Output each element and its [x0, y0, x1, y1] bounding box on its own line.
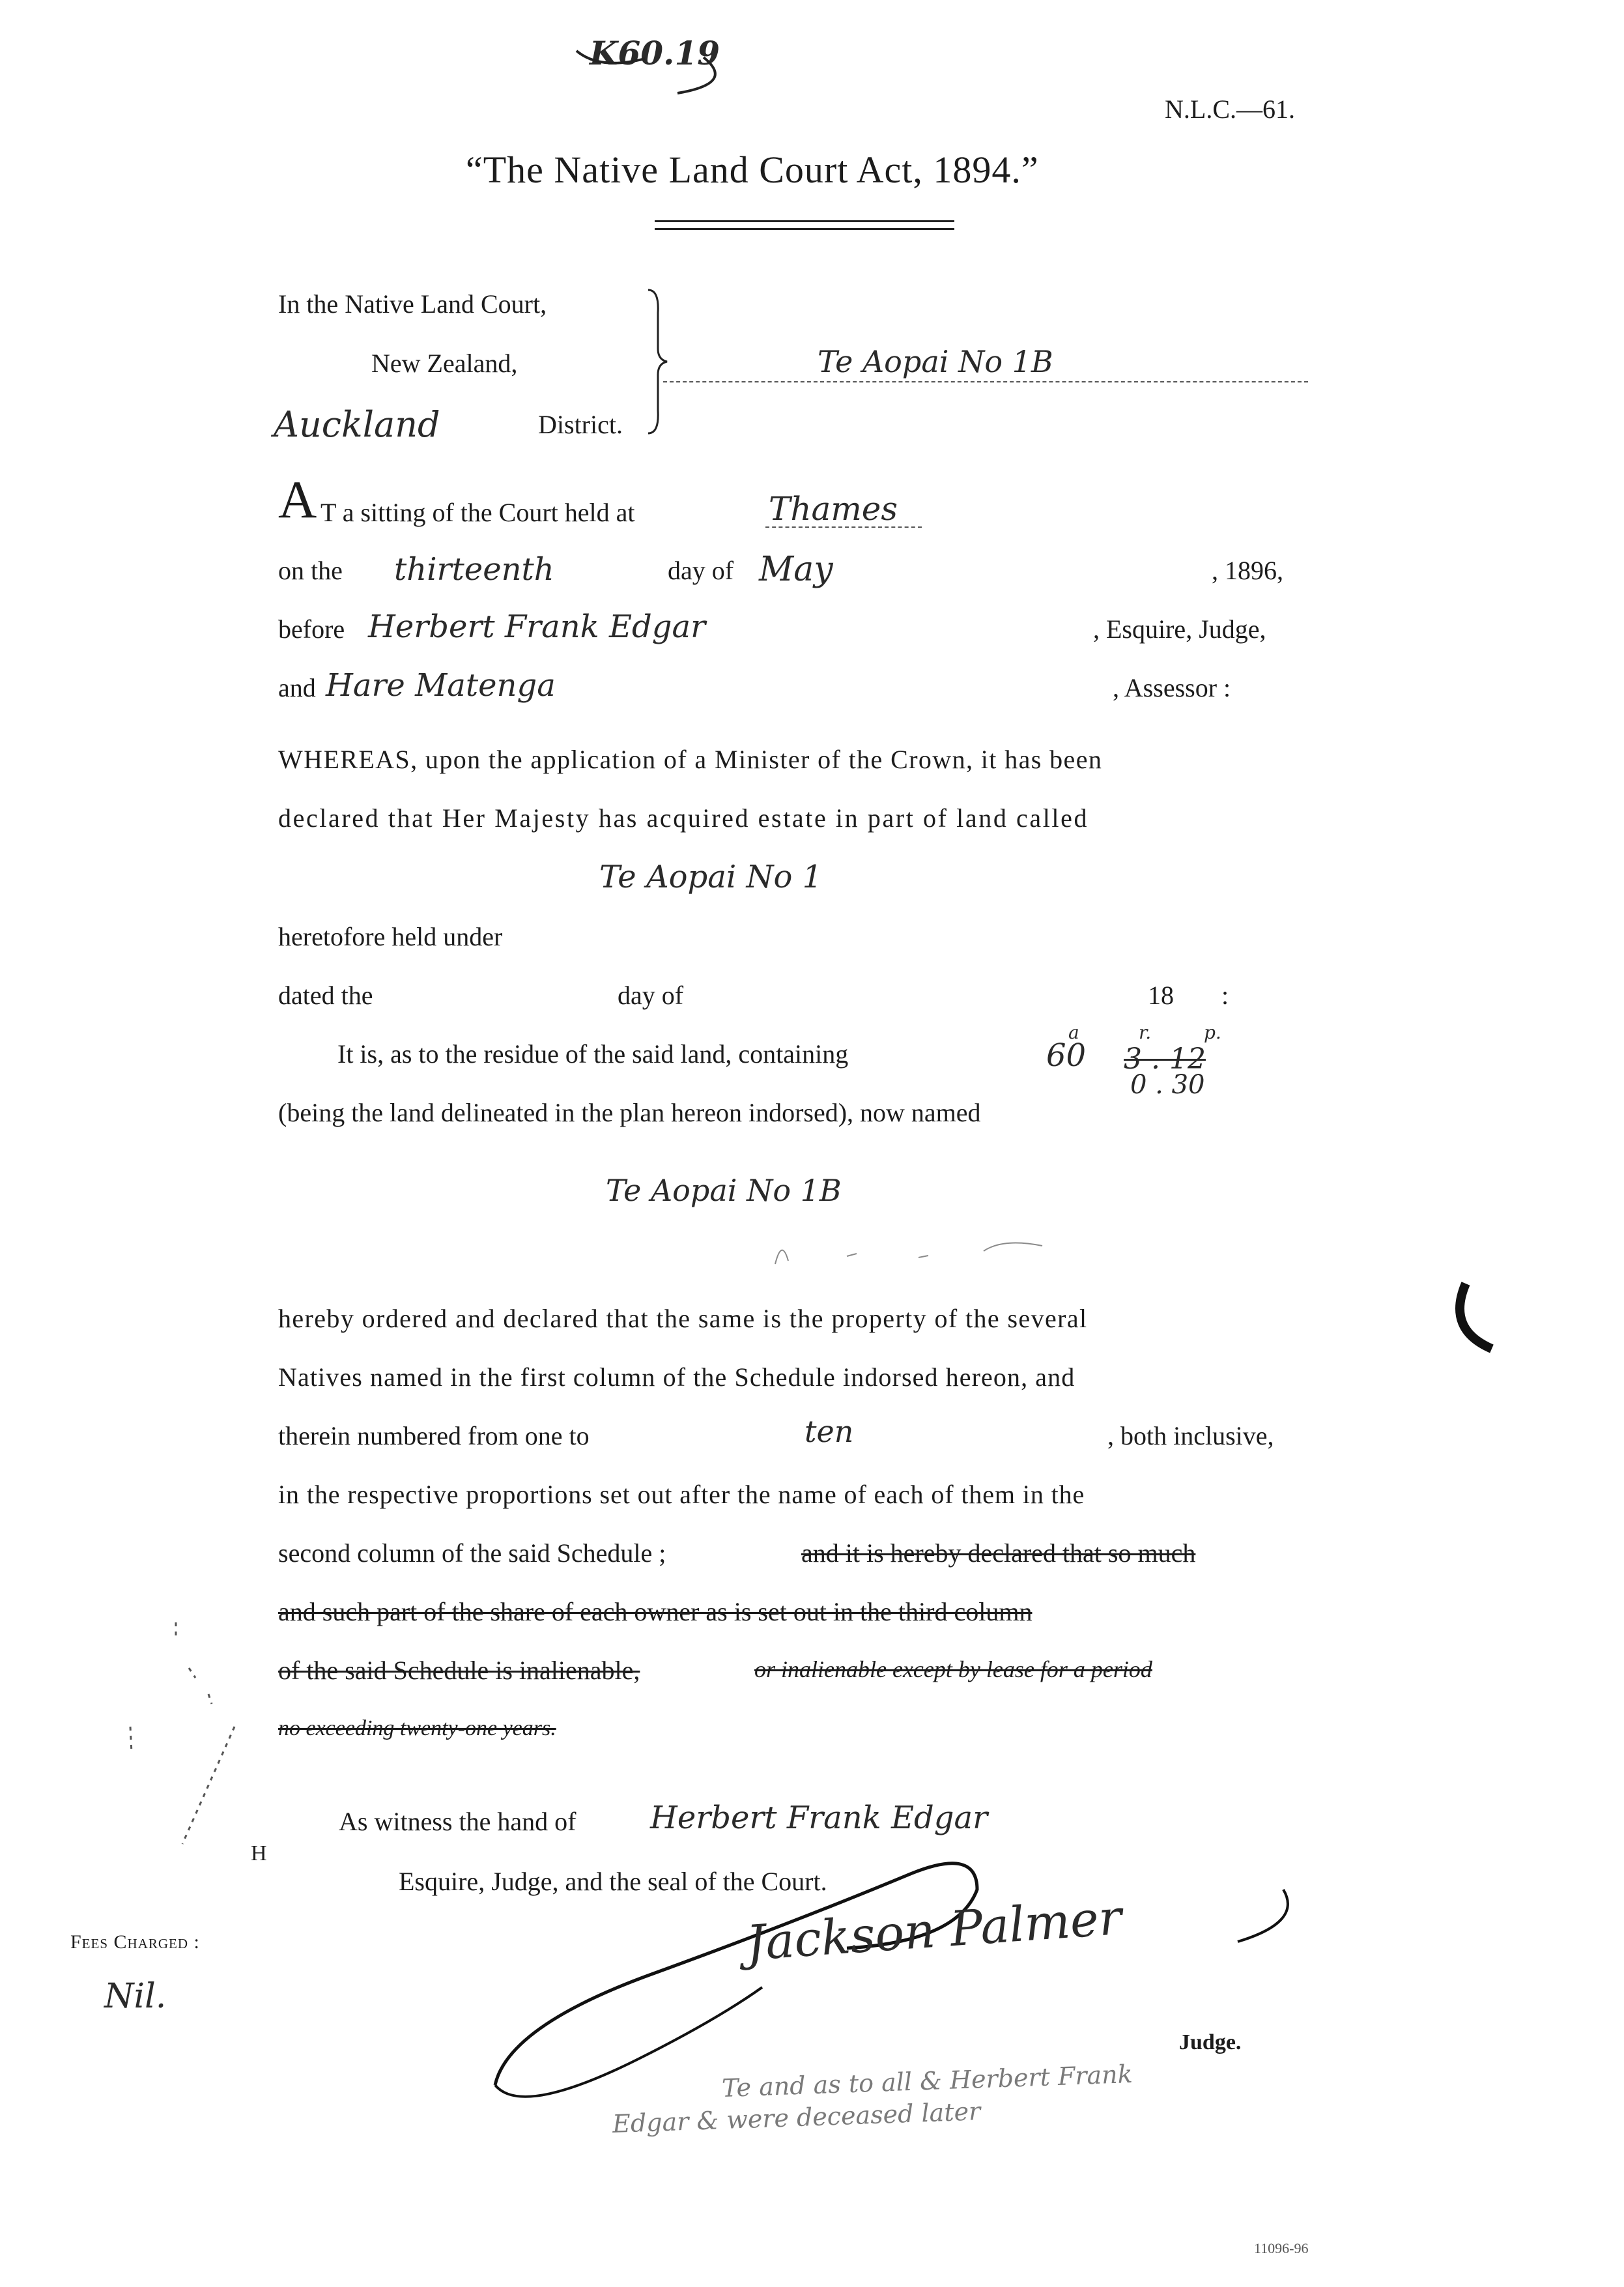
- court-line: In the Native Land Court,: [278, 289, 547, 319]
- area-unit-p: p.: [1204, 1022, 1221, 1043]
- margin-number: H: [251, 1841, 267, 1865]
- sitting-line: T a sitting of the Court held at: [321, 498, 635, 527]
- order-line-5-plain: second column of the said Schedule ;: [278, 1538, 666, 1568]
- dated-year-stub: 18: [1148, 981, 1174, 1010]
- pencil-mark: [769, 1225, 1055, 1277]
- owner-count: ten: [805, 1414, 854, 1449]
- margin-marks: [85, 1596, 267, 1857]
- right-edge-mark: [1446, 1277, 1511, 1368]
- fees-value: Nil.: [104, 1977, 167, 2016]
- header-brace: [645, 287, 671, 437]
- order-line-6-struck: and such part of the share of each owner as is set out in the third column: [278, 1597, 1033, 1626]
- district-label: District.: [538, 410, 623, 439]
- esquire-judge-label: , Esquire, Judge,: [1093, 614, 1266, 644]
- residue-line-1: It is, as to the residue of the said land, containing: [337, 1039, 849, 1069]
- order-line-5-struck: and it is hereby declared that so much: [801, 1538, 1196, 1568]
- whereas-line-1: WHEREAS, upon the application of a Minister of the Crown, it has been: [278, 745, 1103, 774]
- area-old-value: 3 . 12: [1124, 1043, 1206, 1076]
- dated-colon: :: [1221, 981, 1229, 1010]
- sitting-day: thirteenth: [394, 551, 554, 588]
- new-name: Te Aopai No 1B: [606, 1173, 842, 1208]
- area-unit-r: r.: [1139, 1022, 1152, 1043]
- signature-flourish: [482, 1811, 1329, 2111]
- whereas-line-2: declared that Her Majesty has acquired estate in part of land called: [278, 803, 1089, 833]
- day-of-label: day of: [668, 556, 734, 585]
- title-rule-bottom: [655, 228, 954, 230]
- signature: Jackson Palmer: [744, 1889, 1124, 1972]
- land-called: Te Aopai No 1: [599, 859, 823, 895]
- order-line-7-struck-italic: or inalienable except by lease for a period: [754, 1656, 1152, 1682]
- sitting-month: May: [759, 550, 833, 589]
- page-title: “The Native Land Court Act, 1894.”: [466, 149, 1039, 191]
- witness-line-2: Esquire, Judge, and the seal of the Court.: [399, 1867, 827, 1896]
- witness-line-1: As witness the hand of: [339, 1807, 577, 1836]
- reference-flourish: [573, 31, 749, 96]
- and-label: and: [278, 673, 316, 702]
- area-new-value: 0 . 30: [1130, 1070, 1205, 1100]
- assessor-name: Hare Matenga: [326, 667, 556, 704]
- sitting-place-line: [765, 526, 922, 528]
- sitting-initial: A: [278, 470, 317, 529]
- pencil-note-line-1: Te and as to all & Herbert Frank: [721, 2060, 1133, 2103]
- judge-name: Herbert Frank Edgar: [368, 609, 706, 645]
- footer-code: 11096-96: [1254, 2240, 1309, 2256]
- title-rule-top: [655, 220, 954, 222]
- witness-judge-name: Herbert Frank Edgar: [650, 1800, 988, 1836]
- block-name-line: [663, 381, 1308, 382]
- order-line-1: hereby ordered and declared that the same is the property of the several: [278, 1304, 1088, 1333]
- country-line: New Zealand,: [371, 349, 518, 378]
- district-name: Auckland: [274, 404, 440, 445]
- area-unit-a: a: [1068, 1022, 1079, 1043]
- order-line-8-struck-italic: no exceeding twenty-one years.: [278, 1716, 556, 1740]
- order-line-3-prefix: therein numbered from one to: [278, 1421, 590, 1450]
- order-line-4: in the respective proportions set out after the name of each of them in the: [278, 1480, 1085, 1509]
- before-label: before: [278, 614, 345, 644]
- judge-label: Judge.: [1179, 2030, 1242, 2054]
- assessor-label: , Assessor :: [1113, 673, 1231, 702]
- sitting-place: Thames: [769, 490, 898, 528]
- dated-the-label: dated the: [278, 981, 373, 1010]
- reference-number: K60.19: [590, 34, 720, 72]
- block-name: Te Aopai No 1B: [818, 344, 1053, 379]
- on-the-label: on the: [278, 556, 343, 585]
- sitting-year: , 1896,: [1212, 556, 1283, 585]
- heretofore-label: heretofore held under: [278, 922, 503, 951]
- pencil-note-line-2: Edgar & were deceased later: [612, 2097, 981, 2138]
- area-acres: 60: [1046, 1037, 1087, 1074]
- form-code: N.L.C.—61.: [1165, 94, 1295, 124]
- order-line-7-struck: of the said Schedule is inalienable,: [278, 1656, 640, 1685]
- fees-label: Fees Charged :: [70, 1931, 200, 1953]
- order-line-2: Natives named in the first column of the Schedule indorsed hereon, and: [278, 1362, 1076, 1392]
- order-line-3-suffix: , both inclusive,: [1107, 1421, 1274, 1450]
- dated-day-of-label: day of: [618, 981, 684, 1010]
- residue-line-2: (being the land delineated in the plan hereon indorsed), now named: [278, 1098, 981, 1127]
